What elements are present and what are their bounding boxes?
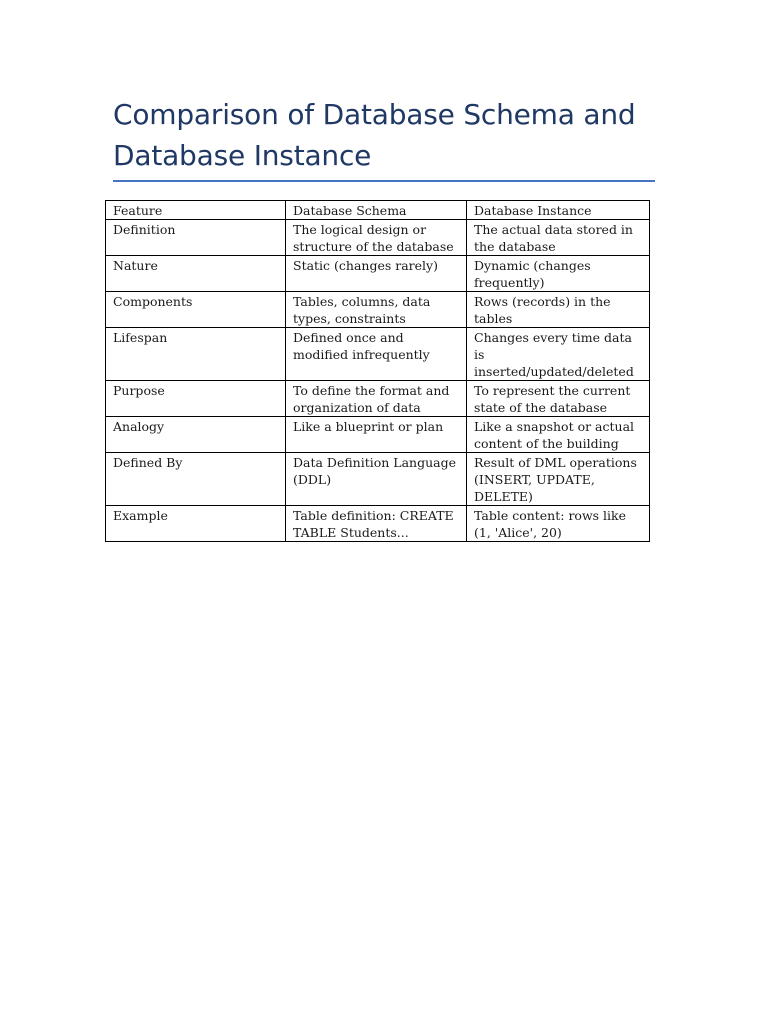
table-row (106, 381, 650, 417)
feature-cell: Lifespan (106, 328, 286, 381)
feature-cell: Example (106, 506, 286, 542)
instance-cell: To represent the current state of the database (467, 381, 650, 417)
title-underline (113, 180, 655, 182)
feature-cell: Nature (106, 256, 286, 292)
header-cell-feature: Feature (106, 201, 286, 220)
table-row (106, 220, 650, 256)
schema-cell: Defined once and modified infrequently (286, 328, 467, 381)
feature-cell: Purpose (106, 381, 286, 417)
instance-cell: Like a snapshot or actual content of the building (467, 417, 650, 453)
instance-cell: Dynamic (changes frequently) (467, 256, 650, 292)
table-row (106, 506, 650, 542)
schema-cell: Table definition: CREATE TABLE Students... (286, 506, 467, 542)
schema-cell: Static (changes rarely) (286, 256, 467, 292)
feature-cell: Defined By (106, 453, 286, 506)
instance-cell: The actual data stored in the database (467, 220, 650, 256)
schema-cell: The logical design or structure of the database (286, 220, 467, 256)
header-cell-instance: Database Instance (467, 201, 650, 220)
schema-cell: Data Definition Language (DDL) (286, 453, 467, 506)
comparison-table (105, 200, 650, 542)
page-title: Comparison of Database Schema and Database Instance (113, 98, 636, 172)
table-header-row (106, 201, 650, 220)
table-row (106, 328, 650, 381)
schema-cell: Like a blueprint or plan (286, 417, 467, 453)
schema-cell: To define the format and organization of data (286, 381, 467, 417)
table-row (106, 256, 650, 292)
table-row (106, 292, 650, 328)
table-row (106, 417, 650, 453)
feature-cell: Definition (106, 220, 286, 256)
table-row (106, 453, 650, 506)
instance-cell: Result of DML operations (INSERT, UPDATE, DELETE) (467, 453, 650, 506)
instance-cell: Table content: rows like (1, 'Alice', 20) (467, 506, 650, 542)
schema-cell: Tables, columns, data types, constraints (286, 292, 467, 328)
instance-cell: Changes every time data is inserted/updated/deleted (467, 328, 650, 381)
feature-cell: Components (106, 292, 286, 328)
feature-cell: Analogy (106, 417, 286, 453)
instance-cell: Rows (records) in the tables (467, 292, 650, 328)
header-cell-schema: Database Schema (286, 201, 467, 220)
